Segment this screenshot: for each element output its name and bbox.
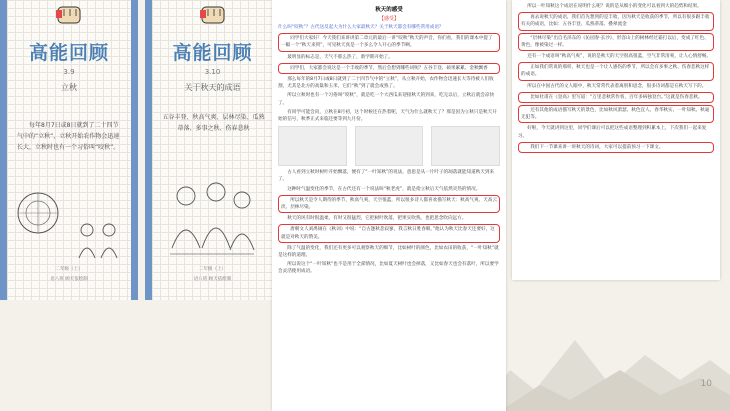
- ink-mountains-decoration: [480, 300, 730, 411]
- highlight-box: [278, 33, 500, 51]
- paragraph: 那么每年的8月7日或8日就到了二十四节气中的“立秋”，从立秋开始，农作物会迅速长大等待被人们收割，尤其是北方的高粱和玉米，它们“秋”到了就会成熟了。: [278, 77, 494, 90]
- illustration-image: [431, 126, 500, 166]
- paragraph: “层林尽染”出自毛泽东的《沁园春·长沙》，形容山上的树林经过霜打以后，变成了红色、黄色，像被染过一样。: [521, 35, 709, 48]
- paragraph: 所以说这个“一叶知秋”也不是用于全部情况，比如夏天树叶也会掉落，又比如春天也会有落叶，所以要学会灵活使用成语。: [278, 262, 499, 275]
- paragraph: 所以立秋时也有一个习俗叫“咬秋”，就是吃一个大西瓜来迎接秋天的到来，吃完以后，立秋后就会凉快了。: [278, 93, 495, 106]
- card-lesson-number: 3.10: [204, 68, 221, 76]
- highlight-box: [518, 105, 714, 123]
- illustration-image: [278, 126, 347, 166]
- paragraph: 我们下一节课来讲一讲秋天的诗词，大家可以提前预习一下课文。: [530, 144, 664, 150]
- paragraph: 再去说秋天的成语，我们首先想到的是丰收，因为秋天是收获的季节，所以有很多跟丰收有关的成语，比如：五谷丰登、瓜熟蒂落、叠翠流金: [521, 15, 710, 28]
- paragraph: 同学们，大家都会说这是一个丰收的季节，然后会想到哪些词呢？五谷丰登、硕果累累、金秋飘香: [290, 65, 488, 71]
- illustration-row: [278, 126, 500, 166]
- card-body-text: 每年8月7日或8日就到了二十四节气中的“立秋”，立秋开始农作物会迅速长大，立秋时也有一个习俗叫“咬秋”。: [17, 122, 120, 151]
- sundial-sketch: [15, 190, 61, 236]
- paragraph: 所以一叶知秋这个成语在说明什么呢？说的是从细小的变化可以看到大的趋势和结果。: [527, 4, 702, 9]
- paragraph: 秋天的风有时很温柔，有时又很猛烈，它把树叶吹落，把果实吹熟，也把思念吹向远方。: [287, 216, 467, 222]
- paragraph: 古人看到立秋时树叶开始飘落，便有了“一叶知秋”的说法，意思是从一片叶子的凋落就能知道秋天到来了。: [278, 170, 495, 183]
- card-footer-author: 语八班 顾天依绘制: [50, 277, 88, 282]
- paragraph: 最明显的标志是，天气不那么热了，新学期开始了。: [287, 54, 393, 60]
- card-topic: 关于秋天的成语: [184, 83, 241, 92]
- document-page-1: [272, 0, 506, 411]
- card-footer-author: 语八班 顾天依绘制: [193, 277, 232, 282]
- highlight-box: [518, 33, 714, 51]
- paragraph: 除了气温的变化，我们还有更多可以观察秋天的细节，比如树叶的颜色，比如农田的收获，“一叶知秋”就是这样的道理。: [278, 245, 499, 259]
- paragraph: 同学们大家好！今天我们来讲讲第二章元的最后一讲“咬秋”秋天的声音，你们看，我们的课本中提了一幅一个“秋天来到”，可见秋天真是一个多么令人开心的季节啊。: [281, 36, 493, 49]
- illustration-image: [355, 126, 424, 166]
- card-title: 高能回顾: [28, 42, 109, 64]
- document-page-2: [512, 0, 720, 280]
- card-title: 高能回顾: [172, 42, 253, 64]
- people-sketch: [166, 178, 258, 264]
- children-sketch: [73, 218, 123, 262]
- card-body-text: 五谷丰登、秋高气爽、层林尽染、瓜熟蒂落、多事之秋、伤春悲秋: [162, 114, 265, 132]
- review-card-1: [0, 0, 138, 300]
- highlight-box: [278, 63, 500, 74]
- highlight-box: [518, 92, 714, 103]
- paragraph: 唐朝文人刘禹锡在《秋词》中说：“自古逢秋悲寂寥，我言秋日胜春朝。”他认为秋天比春天还要好，这就是对秋天的赞美。: [281, 227, 495, 240]
- document-section-label: 【感受】: [378, 16, 399, 22]
- fist-icon: [54, 4, 84, 26]
- document-title: 秋天的感受: [375, 7, 403, 13]
- card-lesson-number: 3.9: [63, 68, 75, 76]
- paragraph: 好啦，今天就讲到这里，同学们课后可以把这些成语整理到积累本上，下次我们一起来复习。: [518, 126, 707, 139]
- paragraph: 所以秋天是令人期待的季节，秋高气爽，天空很蓝，所以很多诗人都喜欢描写秋天：秋高气爽、天高云淡、层林尽染。: [281, 197, 497, 211]
- highlight-box: [278, 195, 500, 213]
- highlight-box: [278, 224, 500, 242]
- card-footer-grade: 二年级（上）: [199, 267, 226, 272]
- slide-page-number: 10: [700, 379, 712, 389]
- paragraph: 正如我们常说的那样，秋天也是一个让人感伤的季节，所以会有多事之秋、伤春悲秋这样的成语。: [521, 65, 710, 78]
- paragraph: 还有一个成语叫“秋高气爽”，说的是秋天的天空很高很蓝，空气非常清爽，让人心情舒畅。: [527, 54, 712, 60]
- intro-question: 什么叫“咬秋”？古代送反起大为什么大家最秋天？关于秋天都会有哪些常用成语？: [278, 25, 444, 30]
- card-footer-grade: 二年级（上）: [55, 267, 83, 272]
- paragraph: 所以在中国古代的文人眼中，秋天常常代表着离别和思念，很多诗词都是在秋天写下的。: [527, 83, 707, 89]
- highlight-box: [518, 142, 714, 153]
- paragraph: 比如杜甫在《登高》里写道：“万里悲秋常作客，百年多病独登台。”这就是伤春悲秋。: [530, 94, 703, 100]
- paragraph: 还有其他的成语描写秋天的景色，比如秋风萧瑟、秋色宜人、春华秋实、一叶知秋、秋毫无犯等。: [521, 108, 710, 121]
- paragraph: 这种时气温变化的季节，在古代还有一个说法叫“秋老虎”，就是指立秋后天气依然炎热的情况。: [287, 186, 481, 192]
- highlight-box: [518, 12, 714, 30]
- highlight-box: [518, 62, 714, 80]
- paragraph: 有同学可能会问，立秋在8月初，这个时候还在热着呢，天气为什么就秋天了？那是因为立秋只是秋天开始的信号，秋季正式来临还要等到九月份。: [278, 109, 497, 123]
- fist-icon: [198, 4, 228, 26]
- card-topic: 立秋: [61, 83, 77, 92]
- review-card-2: [145, 0, 280, 300]
